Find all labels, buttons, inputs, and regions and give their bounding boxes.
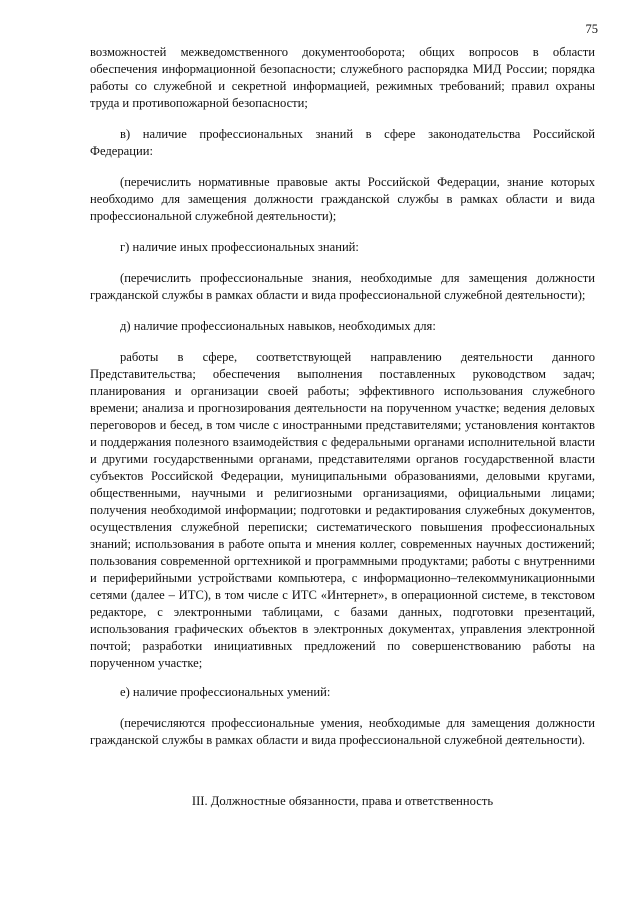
page-number: 75 bbox=[585, 22, 598, 36]
paragraph-note-v: (перечислить нормативные правовые акты Российской Федерации, знание которых необходимо для замещения должности гражданской службы в рамках области и вида профессиональной служебной деятельности); bbox=[90, 175, 595, 223]
paragraph-item-d: д) наличие профессиональных навыков, необходимых для: bbox=[120, 319, 436, 333]
document-body bbox=[90, 44, 595, 763]
paragraph-note-g: (перечислить профессиональные знания, необходимые для замещения должности гражданской службы в рамках области и вида профессиональной служебной деятельности); bbox=[90, 271, 595, 302]
paragraph-continuation: возможностей межведомственного документооборота; общих вопросов в области обеспечения информационной безопасности; служебного распорядка МИД России; порядка работы со служебной и секретной информацией, режимных требований; правил охраны труда и противопожарной безопасности; bbox=[90, 45, 595, 110]
paragraph-item-e: е) наличие профессиональных умений: bbox=[120, 685, 331, 699]
paragraph-skills-list: работы в сфере, соответствующей направлению деятельности данного Представительства; обеспечения выполнения поставленных руководством задач; планирования и организации своей работы; эффективного использования служебного времени; анализа и прогнозирования деятельности на порученном участке; ведения деловых переговоров и бесед, в том числе с иностранными представителями; установления контактов и поддержания полезного взаимодействия с федеральными органами исполнительной власти и другими государственными органами, представителями органов государственной власти субъектов Российской Федерации, муниципальными образованиями, деловыми кругами, общественными, научными и религиозными организациями, официальными лицами; получения необходимой информации; подготовки и редактирования служебных документов, осуществления служебной переписки; систематического повышения профессиональных знаний; использования в работе опыта и мнения коллег, современных научных достижений; пользования современной оргтехникой и программными продуктами; работы с внутренними и периферийными устройствами компьютера, с информационно–телекоммуникационными сетями (далее – ИТС), в том числе с ИТС «Интернет», в операционной системе, в текстовом редакторе, с электронными таблицами, с базами данных, подготовки презентаций, использования графических объектов в электронных документах, управления электронной почтой; разработки инициативных предложений по совершенствованию работы на порученном участке; bbox=[90, 350, 595, 670]
section-heading: III. Должностные обязанности, права и ответственность bbox=[191, 794, 494, 808]
paragraph-item-g: г) наличие иных профессиональных знаний: bbox=[120, 240, 359, 254]
paragraph-note-e: (перечисляются профессиональные умения, необходимые для замещения должности гражданской службы в рамках области и вида профессиональной служебной деятельности). bbox=[90, 716, 595, 747]
paragraph-item-v: в) наличие профессиональных знаний в сфере законодательства Российской Федерации: bbox=[90, 127, 595, 158]
